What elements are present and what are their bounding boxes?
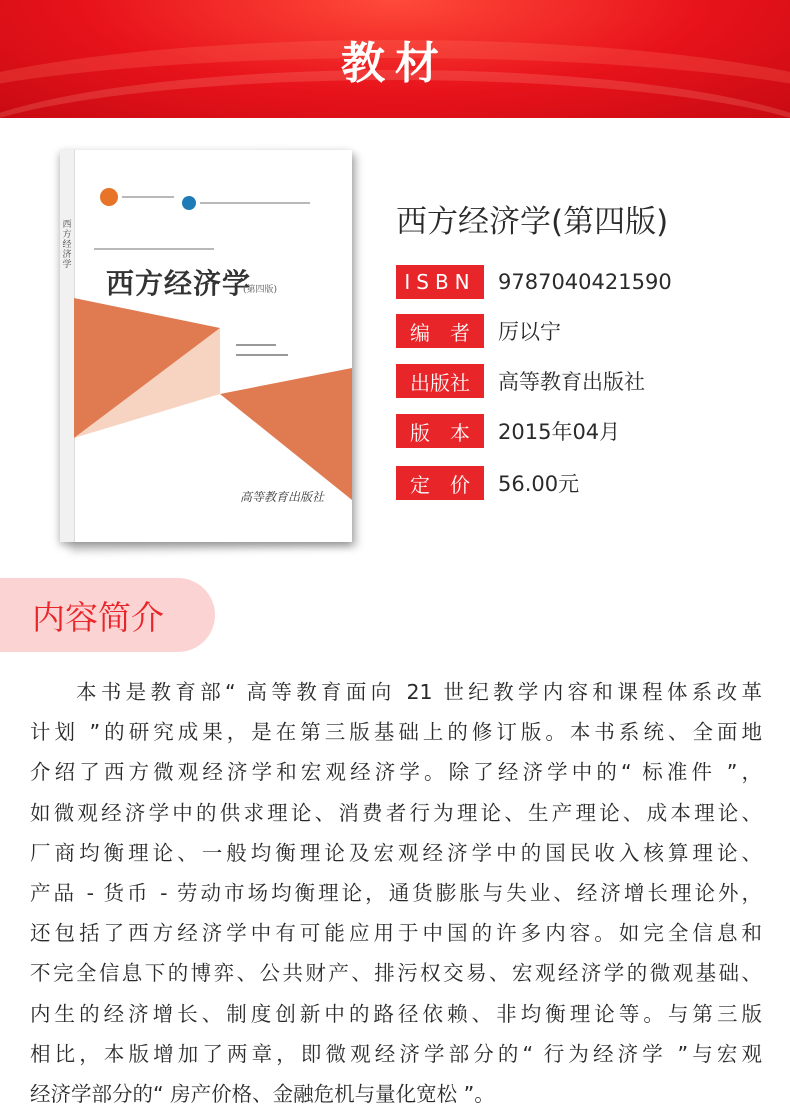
book-cover-image (60, 150, 352, 542)
spine-title: 西方经济学 (62, 220, 72, 270)
info-row-isbn (396, 265, 672, 299)
intro-line: 如微观经济学中的供求理论、消费者行为理论、生产理论、成本理论、 (30, 800, 762, 825)
edition-label: 版 本 (396, 414, 484, 448)
intro-line: 内生的经济增长、制度创新中的路径依赖、非均衡理论等。与第三版 (30, 1001, 762, 1026)
cover-title: 西方经济学 (106, 267, 252, 300)
intro-line: 还包括了西方经济学中有可能应用于中国的许多内容。如完全信息和 (30, 921, 762, 946)
editor-label: 编 者 (396, 314, 484, 348)
isbn-value: 9787040421590 (498, 270, 672, 294)
price-value: 56.00元 (498, 472, 580, 496)
intro-line: 经济学部分的“ 房产价格、金融危机与量化宽松 ”。 (30, 1082, 495, 1107)
editor-value: 厉以宁 (498, 320, 561, 344)
intro-line: 厂商均衡理论、一般均衡理论及宏观经济学中的国民收入核算理论、 (30, 840, 762, 865)
edition-value: 2015年04月 (498, 420, 621, 444)
cover-triangles (60, 150, 352, 542)
isbn-label: ISBN (396, 265, 484, 299)
intro-line: 计划 ”的研究成果，是在第三版基础上的修订版。本书系统、全面地 (30, 720, 762, 745)
publisher-value: 高等教育出版社 (498, 370, 645, 394)
intro-body (30, 672, 762, 1114)
info-row-edition (396, 414, 620, 448)
info-row-price (396, 466, 579, 500)
cover-edition: (第四版) (243, 285, 278, 295)
cover-publisher: 高等教育出版社 (240, 490, 325, 504)
header-banner (0, 0, 790, 118)
info-row-publisher (396, 364, 645, 398)
intro-line: 相比，本版增加了两章，即微观经济学部分的“ 行为经济学 ”与宏观 (30, 1041, 762, 1066)
banner-title: 教材 (341, 38, 449, 89)
intro-line: 介绍了西方微观经济学和宏观经济学。除了经济学中的“ 标准件 ”， (30, 760, 762, 785)
publisher-label: 出版社 (396, 364, 484, 398)
intro-line: 产品 - 货币 - 劳动市场均衡理论，通货膨胀与失业、经济增长理论外， (30, 881, 762, 906)
info-row-editor (396, 314, 561, 348)
intro-heading: 内容简介 (32, 597, 164, 637)
price-label: 定 价 (396, 466, 484, 500)
intro-line: 本书是教育部“ 高等教育面向 21 世纪教学内容和课程体系改革 (76, 680, 762, 704)
book-title: 西方经济学(第四版) (396, 204, 669, 240)
intro-line: 不完全信息下的博弈、公共财产、排污权交易、宏观经济学的微观基础、 (30, 961, 762, 986)
